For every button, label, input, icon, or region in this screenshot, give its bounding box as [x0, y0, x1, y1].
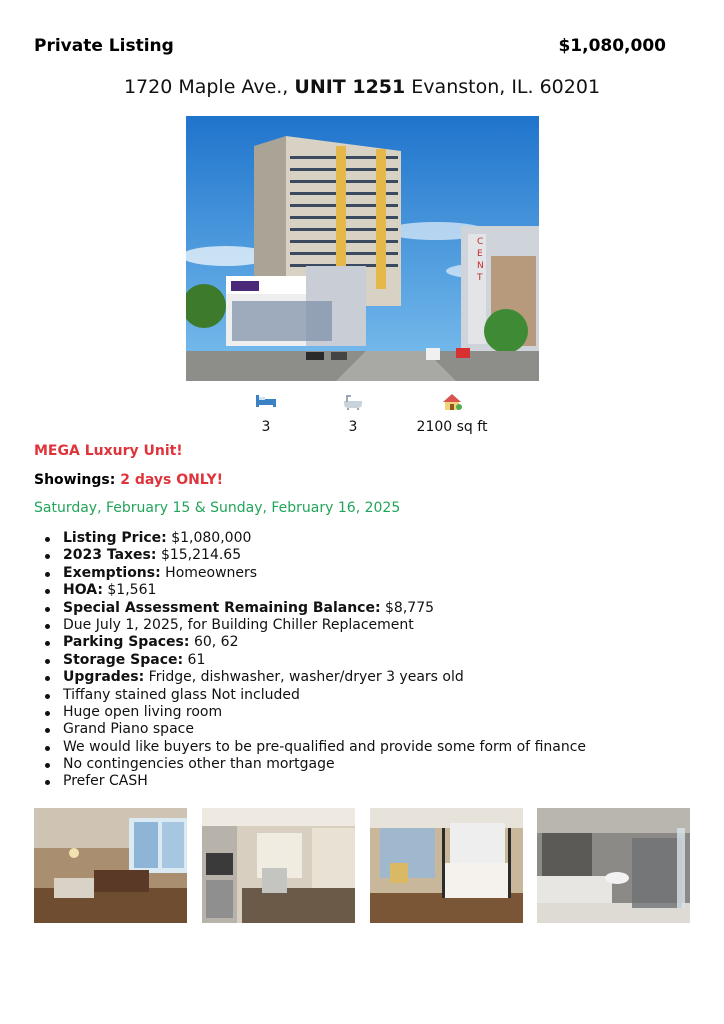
century-sign-letter-3: T — [477, 273, 483, 283]
address-unit: UNIT 1251 — [294, 76, 406, 98]
list-item: Upgrades: Fridge, dishwasher, washer/dryer 3 years old — [34, 669, 674, 686]
list-item: Grand Piano space — [34, 721, 674, 738]
bedroom-photo — [370, 808, 523, 923]
building-photo-drawing — [186, 116, 539, 381]
list-item: HOA: $1,561 — [34, 582, 674, 599]
listing-header — [34, 34, 666, 58]
list-item: Prefer CASH — [34, 773, 674, 790]
list-item: Parking Spaces: 60, 62 — [34, 634, 674, 651]
showings-line — [34, 472, 223, 488]
century-sign-letter-1: E — [477, 249, 483, 259]
address-street: 1720 Maple Ave., — [123, 76, 289, 98]
house-icon — [397, 393, 507, 413]
list-item: Listing Price: $1,080,000 — [34, 530, 674, 547]
property-address — [0, 76, 724, 98]
bathrooms-count: 3 — [348, 419, 358, 435]
listing-facts — [34, 530, 674, 791]
list-item: 2023 Taxes: $15,214.65 — [34, 547, 674, 564]
area-stat — [397, 393, 507, 435]
bedrooms-count: 3 — [261, 419, 271, 435]
showing-dates: Saturday, February 15 & Sunday, February 16, 2025 — [34, 500, 401, 516]
showings-label: Showings: — [34, 472, 116, 488]
showings-value: 2 days ONLY! — [120, 472, 224, 488]
list-item: Storage Space: 61 — [34, 652, 674, 669]
interior-photo-strip — [34, 808, 690, 923]
list-item: Special Assessment Remaining Balance: $8,775 — [34, 600, 674, 617]
bathtub-icon — [298, 393, 408, 413]
listing-price: $1,080,000 — [558, 36, 666, 56]
address-city: Evanston, IL. 60201 — [411, 76, 601, 98]
area-value: 2100 sq ft — [416, 419, 488, 435]
list-item: We would like buyers to be pre-qualified and provide some form of finance — [34, 739, 674, 756]
bathrooms-stat — [298, 393, 408, 435]
century-sign-letter-2: N — [477, 261, 484, 271]
kitchen-photo — [202, 808, 355, 923]
listing-title: Private Listing — [34, 36, 174, 56]
bathroom-photo — [537, 808, 690, 923]
living-room-photo — [34, 808, 187, 923]
headline: MEGA Luxury Unit! — [34, 443, 183, 459]
list-item: No contingencies other than mortgage — [34, 756, 674, 773]
century-sign-letter-0: C — [477, 237, 484, 247]
list-item: Huge open living room — [34, 704, 674, 721]
list-item: Due July 1, 2025, for Building Chiller Replacement — [34, 617, 674, 634]
building-exterior-photo — [186, 116, 539, 381]
list-item: Tiffany stained glass Not included — [34, 687, 674, 704]
property-stats — [0, 393, 724, 439]
list-item: Exemptions: Homeowners — [34, 565, 674, 582]
